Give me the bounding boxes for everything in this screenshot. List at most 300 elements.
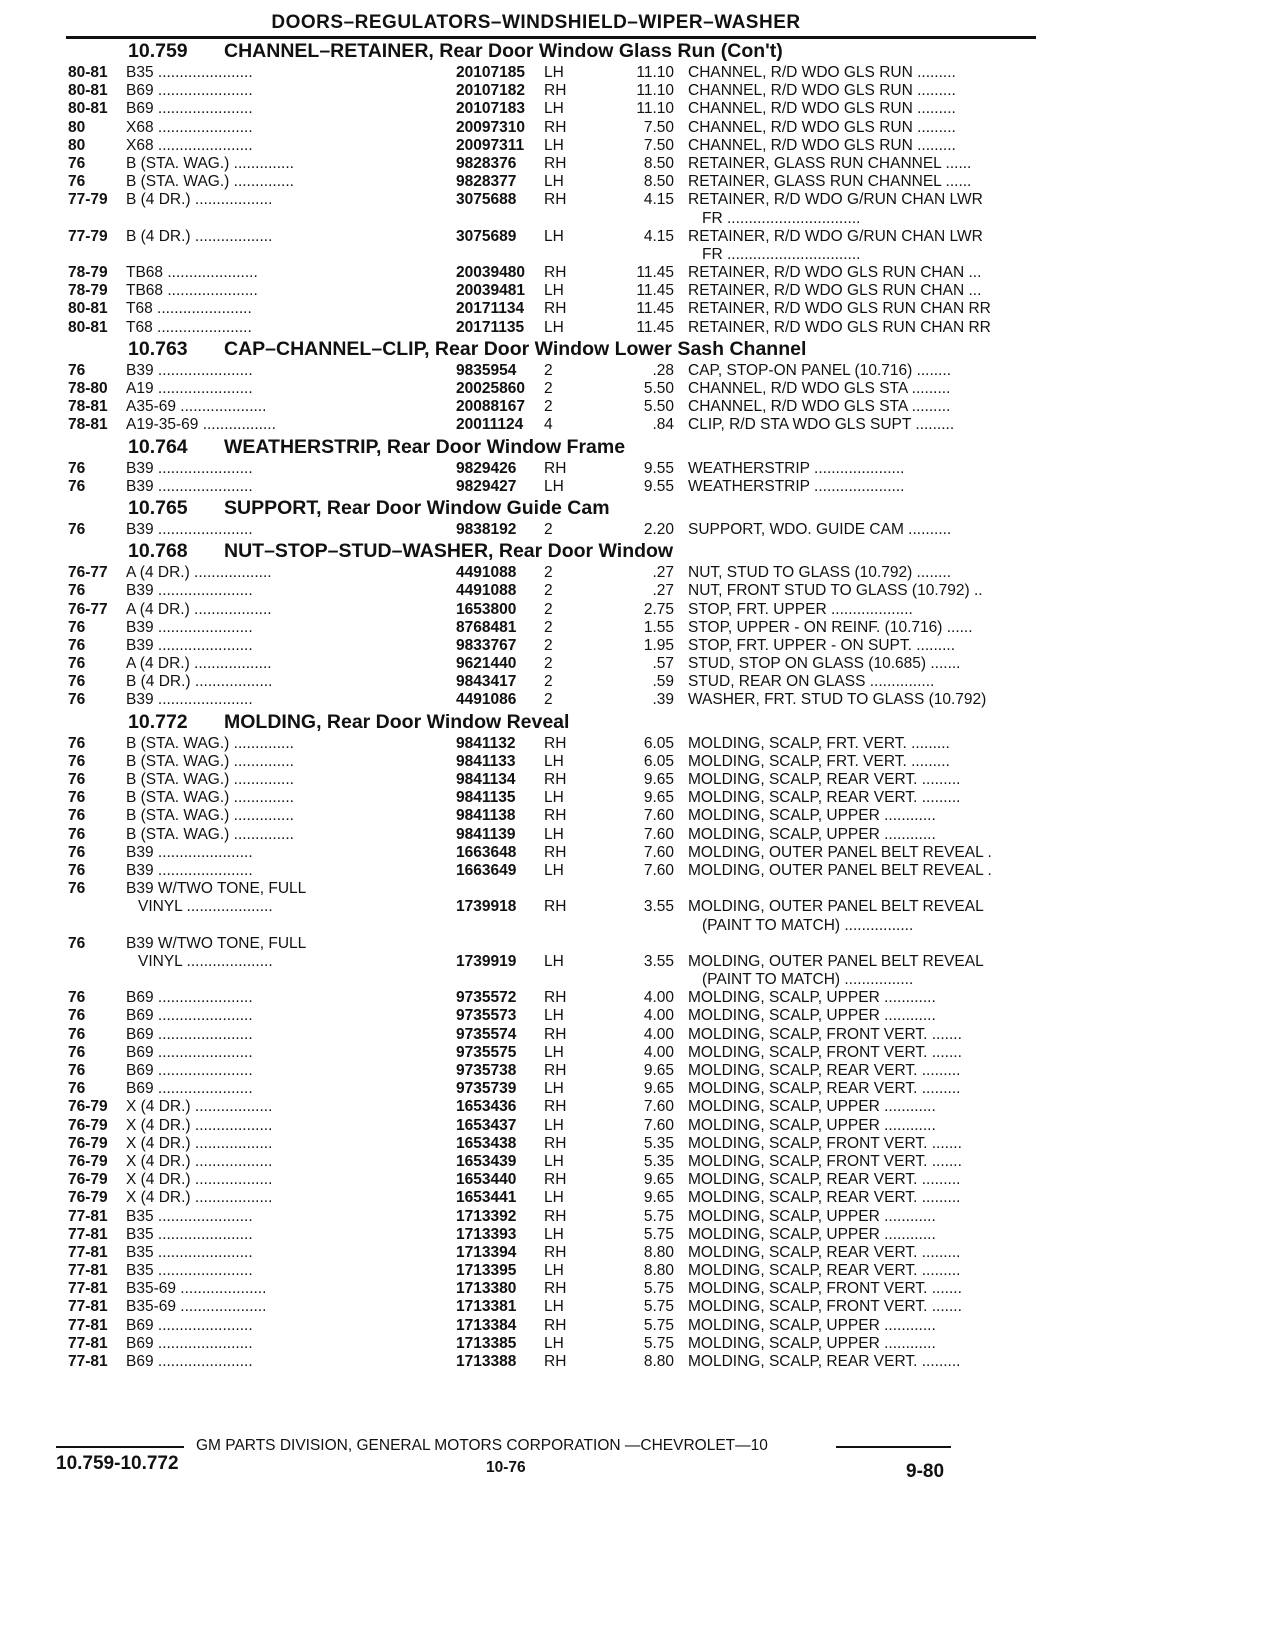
year-cell: 80-81 [68,82,108,100]
description-cell: CHANNEL, R/D WDO GLS RUN ......... [688,64,956,81]
parts-row [56,1062,1031,1080]
year-cell: 78-79 [68,282,108,300]
description-cell: STOP, UPPER - ON REINF. (10.716) ...... [688,618,973,636]
model-cell: T68 ...................... [126,300,252,318]
description-cell: RETAINER, R/D WDO G/RUN CHAN LWR [688,227,983,245]
part-number-cell: 9838192 [456,520,517,538]
catalog-page [56,12,1031,1371]
price-cell: 5.75 [643,1225,674,1243]
price-cell: 5.75 [643,1316,674,1334]
year-cell: 77-81 [68,1353,108,1370]
year-cell: 76 [68,880,86,898]
part-number-cell: 9833767 [456,636,517,654]
model-cell: B35 ...................... [126,64,253,81]
year-cell: 76 [68,861,86,879]
parts-row [56,771,1031,789]
year-cell: 77-81 [68,1298,108,1316]
parts-row [56,1226,1031,1244]
description-cell: CLIP, R/D STA WDO GLS SUPT ......... [688,416,955,434]
parts-row [56,362,1031,380]
year-cell: 76 [68,477,86,495]
description-cell: MOLDING, OUTER PANEL BELT REVEAL [688,952,984,970]
year-cell: 76 [68,655,86,673]
quantity-cell: LH [544,136,564,154]
quantity-cell: LH [544,100,564,118]
description-cell: WEATHERSTRIP ..................... [688,477,905,495]
parts-row [56,1098,1031,1116]
description-cell: CHANNEL, R/D WDO GLS RUN ......... [688,118,956,136]
model-cell: A (4 DR.) .................. [126,600,272,618]
description-cell: MOLDING, SCALP, REAR VERT. ......... [688,1189,961,1207]
price-cell: 5.35 [643,1134,674,1152]
footer-group-range: 10.759-10.772 [56,1453,179,1474]
model-cell: X68 ...................... [126,118,253,136]
year-cell: 76 [68,989,86,1007]
model-cell: B (STA. WAG.) .............. [126,789,294,807]
model-cell: VINYL .................... [138,952,273,970]
section-title [128,496,1031,521]
parts-row [56,1153,1031,1171]
description-cell: MOLDING, SCALP, UPPER ............ [688,1098,936,1116]
description-cell: RETAINER, R/D WDO GLS RUN CHAN RR [688,318,991,336]
part-number-cell: 9735573 [456,1007,517,1025]
section-title [128,710,1031,735]
year-cell: 77-81 [68,1316,108,1334]
price-cell: 11.45 [636,264,674,282]
model-cell: B69 ...................... [126,989,253,1007]
part-number-cell: 8768481 [456,618,517,636]
price-cell: 5.50 [643,398,674,416]
part-number-cell: 20107185 [456,64,525,81]
quantity-cell: 2 [544,564,553,582]
model-cell: B39 ...................... [126,520,253,538]
description-cell: MOLDING, SCALP, REAR VERT. ......... [688,1243,961,1261]
quantity-cell: RH [544,1207,567,1225]
quantity-cell: LH [544,1007,564,1025]
year-cell: 76 [68,618,86,636]
year-cell: 76 [68,673,86,691]
year-cell: 77-79 [68,227,108,245]
price-cell: 8.80 [643,1243,674,1261]
quantity-cell: RH [544,1316,567,1334]
model-cell: B69 ...................... [126,1316,253,1334]
description-cell: MOLDING, SCALP, FRONT VERT. ....... [688,1298,962,1316]
price-cell: 1.55 [643,618,674,636]
model-cell: B69 ...................... [126,1062,253,1079]
part-number-cell: 9841133 [456,752,516,770]
parts-row [56,380,1031,398]
price-cell: 9.65 [643,1189,674,1207]
model-cell: X68 ...................... [126,136,253,154]
price-cell: 3.55 [643,952,674,970]
description-cell: MOLDING, SCALP, FRONT VERT. ....... [688,1043,962,1061]
description-cell: MOLDING, SCALP, UPPER ............ [688,1116,936,1134]
parts-row [56,246,1031,264]
parts-row [56,1298,1031,1316]
year-cell: 76 [68,1043,86,1061]
year-cell: 76 [68,771,86,788]
year-cell: 76 [68,752,86,770]
price-cell: .27 [652,582,674,600]
model-cell: A19 ...................... [126,380,253,397]
description-cell: MOLDING, SCALP, FRONT VERT. ....... [688,1152,962,1170]
model-cell: TB68 ..................... [126,282,258,300]
model-cell: T68 ...................... [126,318,252,336]
part-number-cell: 3075688 [456,191,517,209]
parts-row [56,807,1031,825]
part-number-cell: 20097311 [456,136,525,154]
year-cell: 76 [68,173,86,191]
description-cell: RETAINER, GLASS RUN CHANNEL ...... [688,154,972,172]
parts-row [56,521,1031,539]
parts-row [56,210,1031,228]
part-number-cell: 9843417 [456,673,517,691]
parts-row [56,1026,1031,1044]
parts-row [56,789,1031,807]
model-cell: VINYL .................... [138,898,273,916]
part-number-cell: 1663648 [456,843,517,861]
price-cell: .57 [652,655,674,673]
parts-row [56,1280,1031,1298]
price-cell: 9.65 [643,789,674,807]
description-cell: MOLDING, SCALP, FRT. VERT. ......... [688,734,950,752]
description-cell: MOLDING, SCALP, UPPER ............ [688,807,936,825]
quantity-cell: RH [544,300,567,318]
model-cell: A19-35-69 ................. [126,416,276,434]
parts-row [56,582,1031,600]
part-number-cell: 3075689 [456,227,517,245]
parts-row [56,880,1031,898]
description-cell: RETAINER, R/D WDO GLS RUN CHAN ... [688,264,982,282]
parts-row [56,862,1031,880]
parts-row [56,953,1031,971]
parts-row [56,655,1031,673]
price-cell: 8.80 [643,1353,674,1370]
quantity-cell: 2 [544,380,553,397]
description-cell: SUPPORT, WDO. GUIDE CAM .......... [688,520,952,538]
model-cell: A (4 DR.) .................. [126,655,272,673]
quantity-cell: RH [544,191,567,209]
parts-row [56,844,1031,862]
quantity-cell: RH [544,1025,567,1043]
parts-row [56,826,1031,844]
description-cell: CHANNEL, R/D WDO GLS RUN ......... [688,136,956,154]
model-cell: A (4 DR.) .................. [126,564,272,582]
year-cell: 76 [68,807,86,825]
parts-row [56,1262,1031,1280]
year-cell: 77-81 [68,1243,108,1261]
parts-row [56,637,1031,655]
part-number-cell: 20011124 [456,416,524,434]
part-number-cell: 20171135 [456,318,525,336]
section-heading: MOLDING, Rear Door Window Reveal [224,710,570,733]
parts-row [56,1208,1031,1226]
description-cell: MOLDING, SCALP, REAR VERT. ......... [688,1080,961,1098]
parts-row [56,460,1031,478]
price-cell: 5.75 [643,1334,674,1352]
part-number-cell: 1713394 [456,1243,517,1261]
year-cell: 76-77 [68,564,108,582]
year-cell: 76 [68,789,86,807]
section-heading: SUPPORT, Rear Door Window Guide Cam [224,496,610,519]
parts-row [56,228,1031,246]
quantity-cell: LH [544,1189,564,1207]
section-number: 10.763 [128,337,188,360]
quantity-cell: 2 [544,398,553,416]
parts-row [56,64,1031,82]
parts-row [56,478,1031,496]
model-cell: A35-69 .................... [126,398,267,416]
price-cell: .27 [652,564,674,582]
price-cell: 9.65 [643,1171,674,1189]
part-number-cell: 4491088 [456,564,517,582]
quantity-cell: RH [544,734,567,752]
model-cell: B (4 DR.) .................. [126,191,273,209]
parts-row [56,1317,1031,1335]
year-cell: 77-81 [68,1262,108,1280]
part-number-cell: 1653438 [456,1134,517,1152]
price-cell: 5.75 [643,1207,674,1225]
description-cell: CHANNEL, R/D WDO GLS RUN ......... [688,100,956,118]
footer-page-number: 10-76 [486,1459,526,1476]
part-number-cell: 1653436 [456,1098,517,1116]
description-cell: MOLDING, SCALP, UPPER ............ [688,1334,936,1352]
description-cell: MOLDING, SCALP, FRONT VERT. ....... [688,1025,962,1043]
description-cell: CHANNEL, R/D WDO GLS RUN ......... [688,82,956,100]
parts-row [56,398,1031,416]
model-cell: B69 ...................... [126,1007,253,1025]
quantity-cell: LH [544,1043,564,1061]
price-cell: 7.50 [643,118,674,136]
parts-row [56,1080,1031,1098]
description-cell: MOLDING, SCALP, FRONT VERT. ....... [688,1280,962,1298]
quantity-cell: RH [544,1062,567,1079]
year-cell: 76-77 [68,600,108,618]
description-cell: STOP, FRT. UPPER - ON SUPT. ......... [688,636,956,654]
parts-row [56,137,1031,155]
year-cell: 76 [68,1080,86,1098]
price-cell: 11.10 [636,82,674,100]
quantity-cell: LH [544,1262,564,1280]
description-cell: RETAINER, R/D WDO GLS RUN CHAN ... [688,282,982,300]
price-cell: 4.00 [643,1007,674,1025]
quantity-cell: RH [544,1280,567,1298]
description-cell: STUD, STOP ON GLASS (10.685) ....... [688,655,961,673]
price-cell: .59 [652,673,674,691]
model-cell: X (4 DR.) .................. [126,1116,273,1134]
parts-row [56,319,1031,337]
description-cell: MOLDING, OUTER PANEL BELT REVEAL . [688,861,992,879]
price-cell: 9.55 [643,459,674,477]
part-number-cell: 9621440 [456,655,517,673]
price-cell: 9.55 [643,477,674,495]
year-cell: 76 [68,582,86,600]
year-cell: 76-79 [68,1098,108,1116]
model-cell: B35 ...................... [126,1243,253,1261]
parts-row [56,1117,1031,1135]
part-number-cell: 20107183 [456,100,525,118]
price-cell: 9.65 [643,771,674,788]
part-number-cell: 9735574 [456,1025,517,1043]
part-number-cell: 9841139 [456,825,516,843]
description-cell: (PAINT TO MATCH) ................ [702,916,914,934]
section-number: 10.772 [128,710,188,733]
quantity-cell: LH [544,173,564,191]
price-cell: 4.15 [643,227,674,245]
quantity-cell: RH [544,989,567,1007]
year-cell: 76 [68,636,86,654]
price-cell: 11.10 [636,100,674,118]
parts-row [56,917,1031,935]
year-cell: 76-79 [68,1116,108,1134]
footer-rule-left [56,1446,184,1448]
section-heading: CAP–CHANNEL–CLIP, Rear Door Window Lower Sash Channel [224,337,807,360]
description-cell: MOLDING, SCALP, REAR VERT. ......... [688,789,961,807]
price-cell: 1.95 [643,636,674,654]
price-cell: .28 [652,361,674,379]
parts-row [56,1044,1031,1062]
parts-row [56,264,1031,282]
section-number: 10.759 [128,40,188,62]
year-cell: 76 [68,734,86,752]
year-cell: 78-81 [68,398,108,416]
quantity-cell: RH [544,459,567,477]
quantity-cell: RH [544,1243,567,1261]
quantity-cell: LH [544,1225,564,1243]
year-cell: 77-81 [68,1280,108,1298]
footer-rule-right [836,1446,951,1448]
parts-row [56,1244,1031,1262]
model-cell: B (STA. WAG.) .............. [126,771,294,788]
section-number: 10.765 [128,496,188,519]
model-cell: B39 ...................... [126,618,253,636]
quantity-cell: RH [544,118,567,136]
description-cell: NUT, STUD TO GLASS (10.792) ........ [688,564,952,582]
description-cell: FR ............................... [702,245,861,263]
model-cell: B69 ...................... [126,1043,253,1061]
quantity-cell: RH [544,898,567,916]
model-cell: B (STA. WAG.) .............. [126,173,294,191]
part-number-cell: 9829426 [456,459,517,477]
quantity-cell: LH [544,1080,564,1098]
description-cell: RETAINER, R/D WDO G/RUN CHAN LWR [688,191,983,209]
model-cell: B35-69 .................... [126,1298,267,1316]
model-cell: X (4 DR.) .................. [126,1171,273,1189]
model-cell: B39 W/TWO TONE, FULL [126,934,307,952]
price-cell: 11.45 [636,282,674,300]
price-cell: 11.45 [636,300,674,318]
description-cell: CAP, STOP-ON PANEL (10.716) ........ [688,361,952,379]
year-cell: 76-79 [68,1152,108,1170]
model-cell: X (4 DR.) .................. [126,1152,273,1170]
price-cell: 9.65 [643,1080,674,1098]
description-cell: MOLDING, SCALP, UPPER ............ [688,989,936,1007]
year-cell: 76 [68,1025,86,1043]
quantity-cell: LH [544,1152,564,1170]
section-number: 10.768 [128,540,188,563]
year-cell: 76 [68,520,86,538]
price-cell: 11.45 [636,318,674,336]
price-cell: 6.05 [643,734,674,752]
quantity-cell: LH [544,477,564,495]
parts-row [56,619,1031,637]
year-cell: 76 [68,934,86,952]
part-number-cell: 9841135 [456,789,516,807]
part-number-cell: 1713392 [456,1207,517,1225]
quantity-cell: LH [544,825,564,843]
part-number-cell: 1713395 [456,1262,517,1280]
parts-row [56,971,1031,989]
description-cell: MOLDING, SCALP, UPPER ............ [688,1316,936,1334]
price-cell: 8.80 [643,1262,674,1280]
description-cell: MOLDING, SCALP, FRT. VERT. ......... [688,752,950,770]
part-number-cell: 1713385 [456,1334,517,1352]
model-cell: B69 ...................... [126,100,253,118]
part-number-cell: 1663649 [456,861,517,879]
parts-row [56,282,1031,300]
parts-row [56,1335,1031,1353]
model-cell: B (STA. WAG.) .............. [126,154,294,172]
quantity-cell: LH [544,789,564,807]
quantity-cell: 2 [544,636,553,654]
model-cell: B (STA. WAG.) .............. [126,807,294,825]
year-cell: 77-81 [68,1225,108,1243]
model-cell: B35 ...................... [126,1262,253,1280]
quantity-cell: RH [544,807,567,825]
parts-row [56,300,1031,318]
description-cell: (PAINT TO MATCH) ................ [702,971,914,989]
model-cell: B69 ...................... [126,1025,253,1043]
price-cell: 2.20 [643,520,674,538]
price-cell: 7.60 [643,843,674,861]
section-heading: WEATHERSTRIP, Rear Door Window Frame [224,435,626,458]
model-cell: B39 ...................... [126,843,253,861]
model-cell: B35 ...................... [126,1225,253,1243]
year-cell: 77-81 [68,1207,108,1225]
quantity-cell: RH [544,1171,567,1189]
footer-publisher: GM PARTS DIVISION, GENERAL MOTORS CORPORATION —CHEVROLET—10 [196,1437,768,1454]
model-cell: X (4 DR.) .................. [126,1098,273,1116]
page-title: DOORS–REGULATORS–WINDSHIELD–WIPER–WASHER [271,12,801,33]
quantity-cell: RH [544,771,567,788]
year-cell: 78-79 [68,264,108,282]
description-cell: RETAINER, R/D WDO GLS RUN CHAN RR [688,300,991,318]
footer-date: 9-80 [906,1461,945,1482]
quantity-cell: LH [544,227,564,245]
quantity-cell: 2 [544,655,553,673]
model-cell: B69 ...................... [126,1334,253,1352]
quantity-cell: LH [544,952,564,970]
parts-row [56,119,1031,137]
part-number-cell: 9735575 [456,1043,517,1061]
description-cell: WASHER, FRT. STUD TO GLASS (10.792) [688,691,987,709]
part-number-cell: 9735572 [456,989,517,1007]
year-cell: 78-81 [68,416,108,434]
description-cell: RETAINER, GLASS RUN CHANNEL ...... [688,173,972,191]
description-cell: STOP, FRT. UPPER ................... [688,600,913,618]
price-cell: 4.00 [643,1043,674,1061]
parts-row [56,564,1031,582]
section-title [128,337,1031,362]
model-cell: X (4 DR.) .................. [126,1134,273,1152]
part-number-cell: 4491086 [456,691,517,709]
part-number-cell: 1739918 [456,898,517,916]
year-cell: 76 [68,1062,86,1079]
model-cell: B39 ...................... [126,691,253,709]
part-number-cell: 20039481 [456,282,525,300]
part-number-cell: 1739919 [456,952,517,970]
sections-container [56,39,1031,1371]
